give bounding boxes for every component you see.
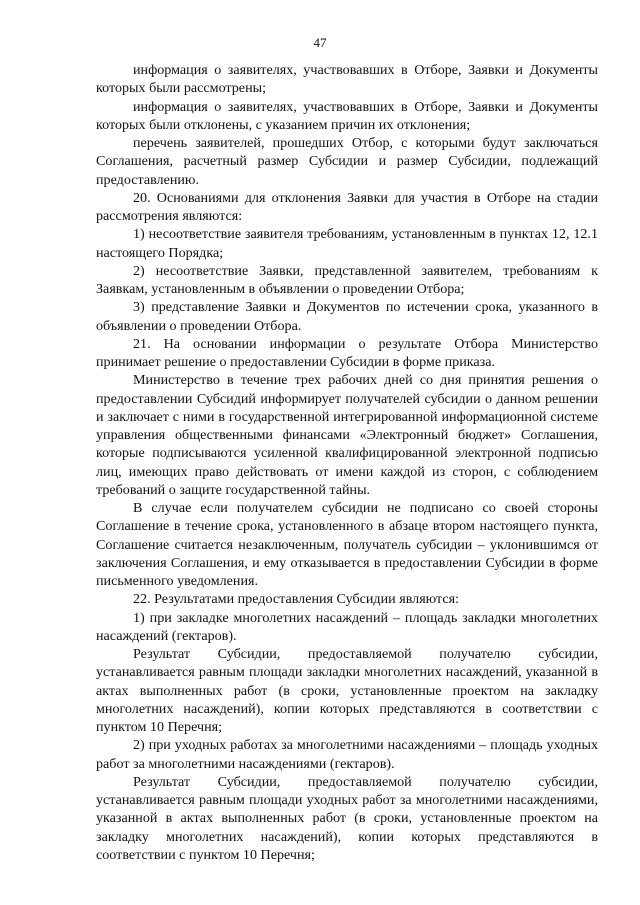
paragraph-ministry-informs: Министерство в течение трех рабочих дней со дня принятия решения о предоставлении Субсидий информирует получателей субсидии о данном решении и заключает с ними в государственной интегрированной информационной системе управления общественными финансами «Электронный бюджет» Соглашения, которые подписываются усиленной квалифицированной электронной подписью лиц, имеющих право действовать от имени каждой из сторон, с соблюдением требований о защите государственной тайны. xyxy=(96,372,598,498)
paragraph-clause-20-item-2: 2) несоответствие Заявки, представленной заявителем, требованиям к Заявкам, установленным в объявлении о проведении Отбора; xyxy=(96,262,598,297)
paragraph-clause-22-item-2: 2) при уходных работах за многолетними насаждениями – площадь уходных работ за многолетними насаждениями (гектаров). xyxy=(96,737,598,772)
paragraph-result-planting: Результат Субсидии, предоставляемой получателю субсидии, устанавливается равным площади закладки многолетних насаждений, указанной в актах выполненных работ (в сроки, установленные проектом на закладку многолетних насаждений), копии которых представляются в соответствии с пунктом 10 Перечня; xyxy=(96,646,598,735)
paragraph-result-maintenance: Результат Субсидии, предоставляемой получателю субсидии, устанавливается равным площади уходных работ за многолетними насаждениями, указанной в актах выполненных работ (в сроки, установленные проектом на закладку многолетних насаждений), копии которых представляются в соответствии с пунктом 10 Перечня; xyxy=(96,773,598,863)
paragraph-agreement-not-signed: В случае если получателем субсидии не подписано со своей стороны Соглашение в течение срока, установленного в абзаце втором настоящего пункта, Соглашение считается незаключенным, получатель субсидии – уклонившимся от заключения Соглашения, и ему отказывается в предоставлении Субсидии в форме письменного уведомления. xyxy=(96,500,598,589)
paragraph-info-reviewed: информация о заявителях, участвовавших в Отборе, Заявки и Документы которых были рассмотрены; xyxy=(96,62,598,97)
paragraph-list-of-applicants: перечень заявителей, прошедших Отбор, с которыми будут заключаться Соглашения, расчетный размер Субсидии и размер Субсидии, подлежащий предоставлению. xyxy=(96,135,598,188)
paragraph-clause-20-item-1: 1) несоответствие заявителя требованиям, установленным в пунктах 12, 12.1 настоящего Порядка; xyxy=(96,226,598,261)
page-number: 47 xyxy=(313,35,327,50)
paragraph-clause-21: 21. На основании информации о результате Отбора Министерство принимает решение о предоставлении Субсидии в форме приказа. xyxy=(96,335,598,370)
document-body xyxy=(96,61,598,864)
paragraph-clause-20-item-3: 3) представление Заявки и Документов по истечении срока, указанного в объявлении о проведении Отбора. xyxy=(96,299,598,334)
paragraph-clause-22-item-1: 1) при закладке многолетних насаждений – площадь закладки многолетних насаждений (гектаров). xyxy=(96,609,598,644)
paragraph-info-rejected: информация о заявителях, участвовавших в Отборе, Заявки и Документы которых были отклонены, с указанием причин их отклонения; xyxy=(96,98,598,133)
paragraph-clause-20: 20. Основаниями для отклонения Заявки для участия в Отборе на стадии рассмотрения являются: xyxy=(96,189,598,224)
paragraph-clause-22: 22. Результатами предоставления Субсидии являются: xyxy=(133,591,460,608)
